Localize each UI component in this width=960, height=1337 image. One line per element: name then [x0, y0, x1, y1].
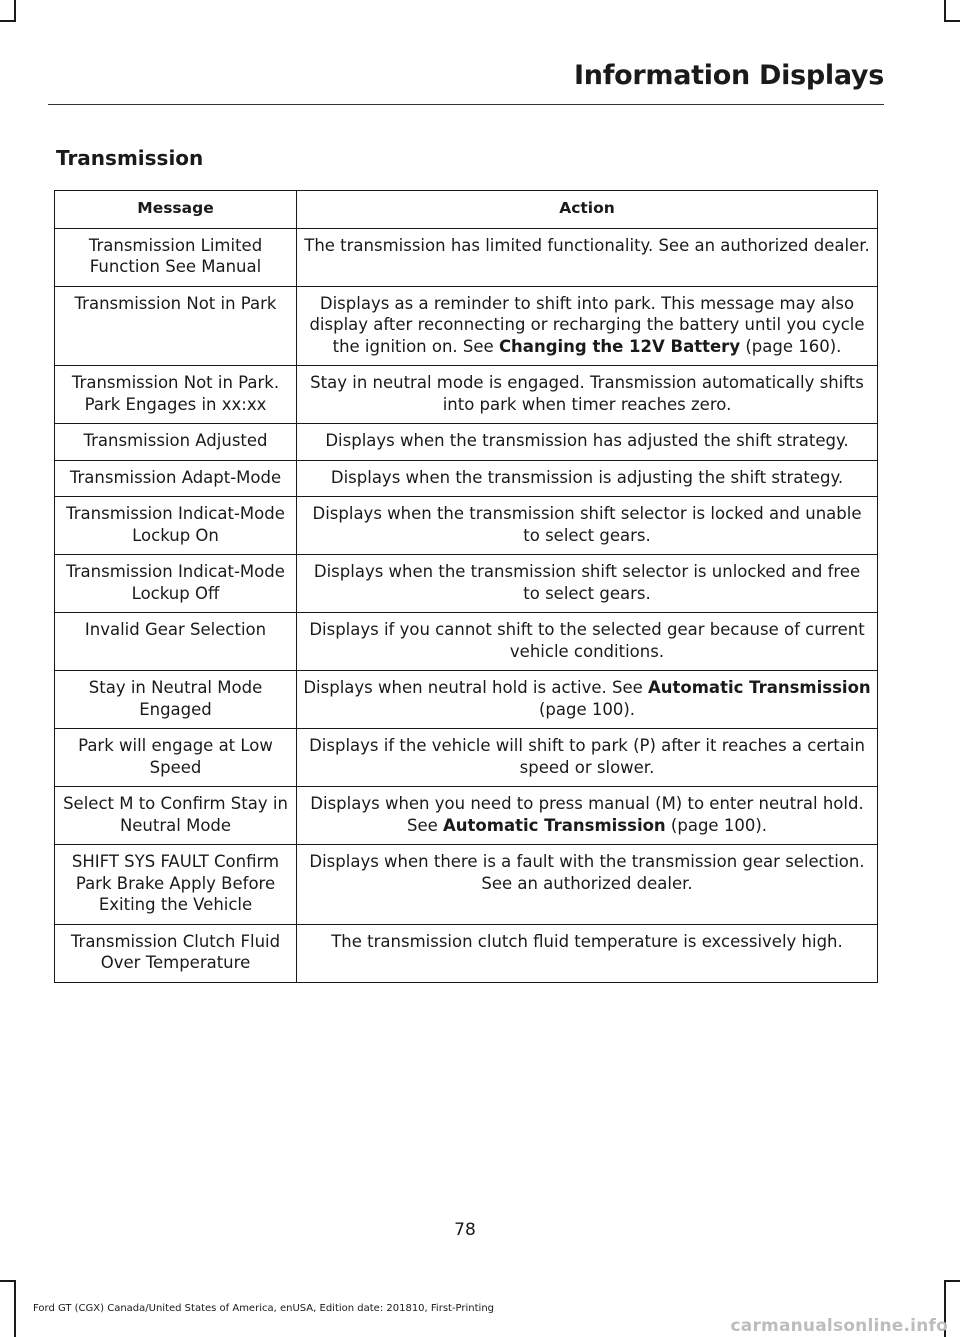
message-cell: Park will engage at Low Speed: [55, 729, 297, 787]
action-cell: [297, 460, 878, 497]
column-header-action: Action: [297, 191, 878, 229]
action-text: Displays when the transmission shift selector is unlocked and free to select gears.: [313, 562, 861, 603]
action-text: Displays as a reminder to shift into park. This message may also display after reconnecting or recharging the battery until you cycle the ignition on. See: [309, 293, 865, 356]
crop-mark: [944, 0, 946, 20]
message-cell: Stay in Neutral Mode Engaged: [55, 671, 297, 729]
messages-table: [54, 190, 878, 983]
message-cell: Transmission Indicat-Mode Lockup Off: [55, 555, 297, 613]
action-text: Displays when the transmission is adjusting the shift strategy.: [330, 467, 844, 487]
table-row: [55, 924, 878, 982]
action-cell: [297, 424, 878, 461]
message-cell: Invalid Gear Selection: [55, 613, 297, 671]
message-cell: Transmission Indicat-Mode Lockup On: [55, 497, 297, 555]
table-row: [55, 424, 878, 461]
message-cell: Transmission Adjusted: [55, 424, 297, 461]
page-number: 78: [454, 1220, 476, 1240]
action-text: Displays when neutral hold is active. See: [303, 678, 648, 697]
action-text: The transmission clutch fluid temperature is excessively high.: [331, 931, 843, 951]
crop-mark: [944, 1280, 960, 1282]
crop-mark: [944, 20, 960, 22]
header-divider: [48, 104, 884, 105]
table-row: [55, 845, 878, 925]
table-row: [55, 671, 878, 729]
page-header-title: Information Displays: [574, 60, 884, 91]
crop-mark: [0, 20, 16, 22]
page-reference: (page 100).: [538, 699, 636, 719]
message-cell: Transmission Adapt-Mode: [55, 460, 297, 497]
action-cell: [297, 924, 878, 982]
action-cell: [297, 671, 878, 729]
action-text: Displays when you need to press manual (M) to enter neutral hold. See: [310, 794, 864, 835]
table-row: [55, 729, 878, 787]
table-row: [55, 555, 878, 613]
table-row: [55, 228, 878, 286]
column-header-message: Message: [55, 191, 297, 229]
watermark: carmanualsonline.info: [730, 1316, 948, 1336]
page-reference: (page 160).: [740, 336, 842, 356]
message-cell: Select M to Confirm Stay in Neutral Mode: [55, 787, 297, 845]
table-row: [55, 366, 878, 424]
action-text: Stay in neutral mode is engaged. Transmission automatically shifts into park when timer reaches zero.: [310, 373, 864, 414]
message-cell: Transmission Not in Park. Park Engages in xx:xx: [55, 366, 297, 424]
crop-mark: [14, 0, 16, 20]
table-row: [55, 460, 878, 497]
action-text: The transmission has limited functionality. See an authorized dealer.: [304, 235, 870, 255]
message-cell: Transmission Clutch Fluid Over Temperature: [55, 924, 297, 982]
table-row: [55, 286, 878, 366]
action-text: Displays when there is a fault with the transmission gear selection. See an authorized dealer.: [309, 852, 865, 893]
action-cell: [297, 497, 878, 555]
action-cell: [297, 787, 878, 845]
cross-reference-link[interactable]: Automatic Transmission: [443, 815, 666, 835]
table-row: [55, 613, 878, 671]
action-cell: [297, 555, 878, 613]
action-cell: [297, 845, 878, 925]
table-row: [55, 787, 878, 845]
page-reference: (page 100).: [665, 815, 767, 835]
action-cell: [297, 286, 878, 366]
action-cell: [297, 366, 878, 424]
action-text: Displays when the transmission shift selector is locked and unable to select gears.: [312, 504, 862, 545]
table-header-row: [55, 191, 878, 229]
action-cell: [297, 228, 878, 286]
crop-mark: [14, 1280, 16, 1337]
action-cell: [297, 613, 878, 671]
action-text: Displays if the vehicle will shift to park (P) after it reaches a certain speed or slower.: [309, 736, 865, 777]
message-cell: Transmission Not in Park: [55, 286, 297, 366]
cross-reference-link[interactable]: Automatic Transmission: [648, 678, 871, 697]
cross-reference-link[interactable]: Changing the 12V Battery: [498, 336, 741, 356]
action-text: Displays when the transmission has adjusted the shift strategy.: [325, 431, 849, 450]
section-title: Transmission: [56, 146, 204, 170]
message-cell: SHIFT SYS FAULT Confirm Park Brake Apply Before Exiting the Vehicle: [55, 845, 297, 925]
table-row: [55, 497, 878, 555]
action-text: Displays if you cannot shift to the selected gear because of current vehicle conditions.: [309, 620, 865, 661]
action-cell: [297, 729, 878, 787]
message-cell: Transmission Limited Function See Manual: [55, 228, 297, 286]
edition-footer: Ford GT (CGX) Canada/United States of America, enUSA, Edition date: 201810, First-Printing: [33, 1303, 495, 1314]
